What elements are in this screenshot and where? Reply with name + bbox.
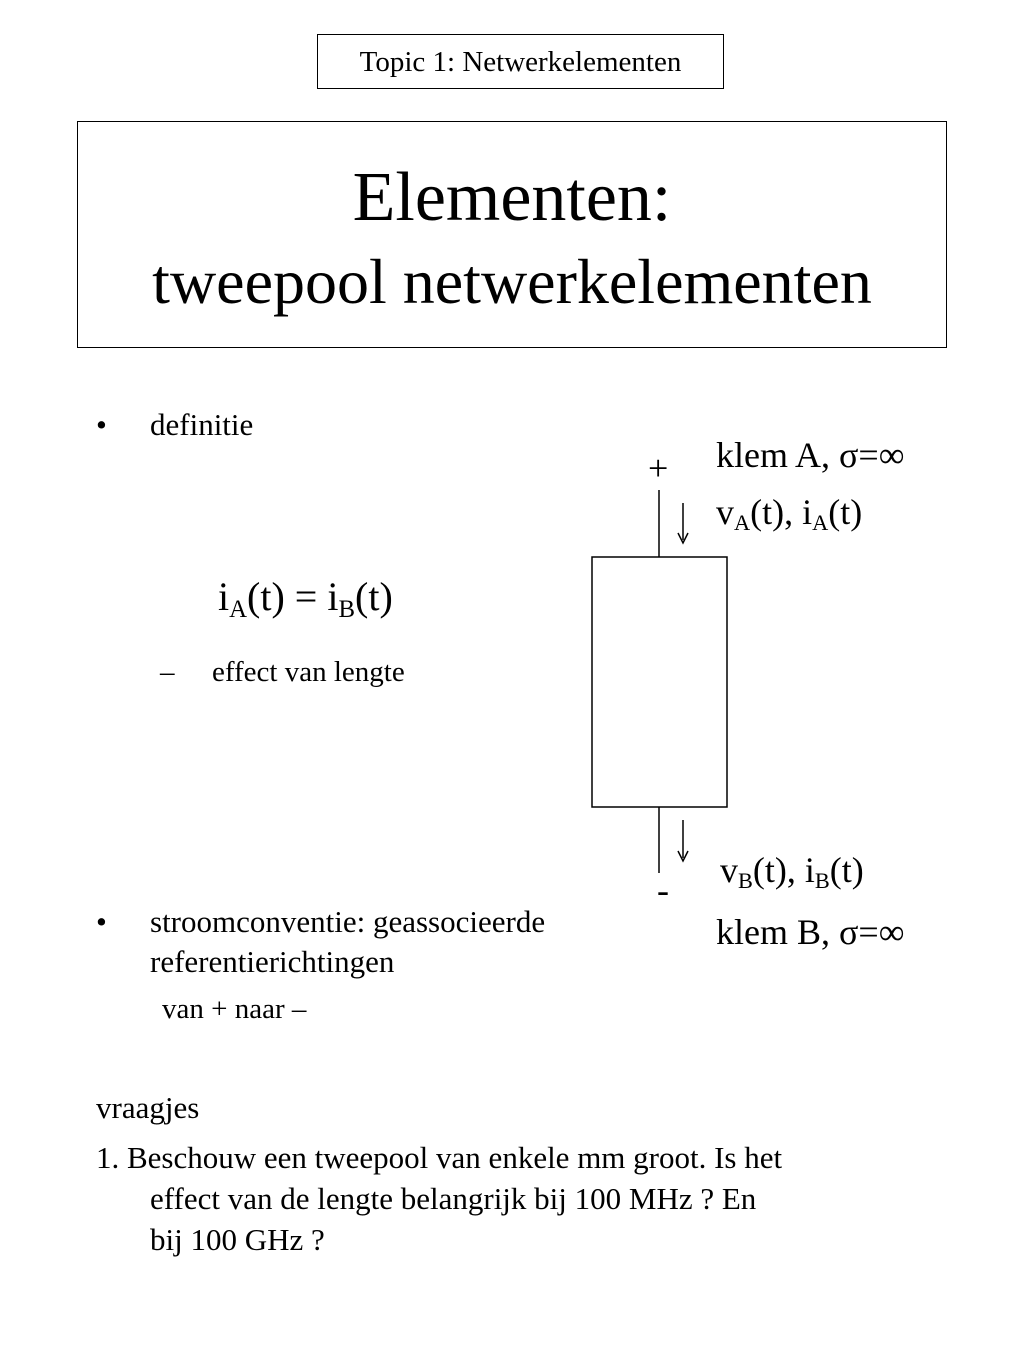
van-naar-text: van + naar – (162, 993, 307, 1025)
title-main: Elementen: (352, 159, 672, 236)
question-1-line-1: 1. Beschouw een tweepool van enkele mm groot. Is het (96, 1140, 783, 1175)
topic-label: Topic 1: Netwerkelementen (317, 34, 724, 89)
bullet-glyph: • (96, 904, 107, 939)
sub-item-effect: effect van lengte (212, 656, 405, 688)
question-1-line-2: effect van de lengte belangrijk bij 100 MHz ? En (150, 1181, 757, 1216)
bullet-stroomconventie: stroomconventie: geassocieerde (150, 904, 546, 939)
klem-b-label: klem B, σ=∞ (716, 912, 905, 952)
terminal-b-signals: $v_B(t)$, $i_B(t)$ (720, 850, 864, 894)
title-sub: tweepool netwerkelementen (152, 246, 872, 317)
equation-current: $i_A(t) = i_B(t)$ (218, 574, 393, 623)
plus-sign: + (648, 448, 669, 488)
bullet-referentierichtingen: referentierichtingen (150, 944, 395, 979)
element-box (592, 557, 727, 807)
bullet-definitie: definitie (150, 407, 254, 442)
minus-sign: - (657, 870, 669, 910)
question-1-line-3: bij 100 GHz ? (150, 1222, 325, 1257)
sub-item-dash: – (160, 656, 175, 688)
terminal-a-signals: $v_A(t)$, $i_A(t)$ (716, 492, 863, 536)
questions-heading: vraagjes (96, 1090, 200, 1125)
klem-a-label: klem A, σ=∞ (716, 435, 905, 475)
bullet-glyph: • (96, 407, 107, 442)
